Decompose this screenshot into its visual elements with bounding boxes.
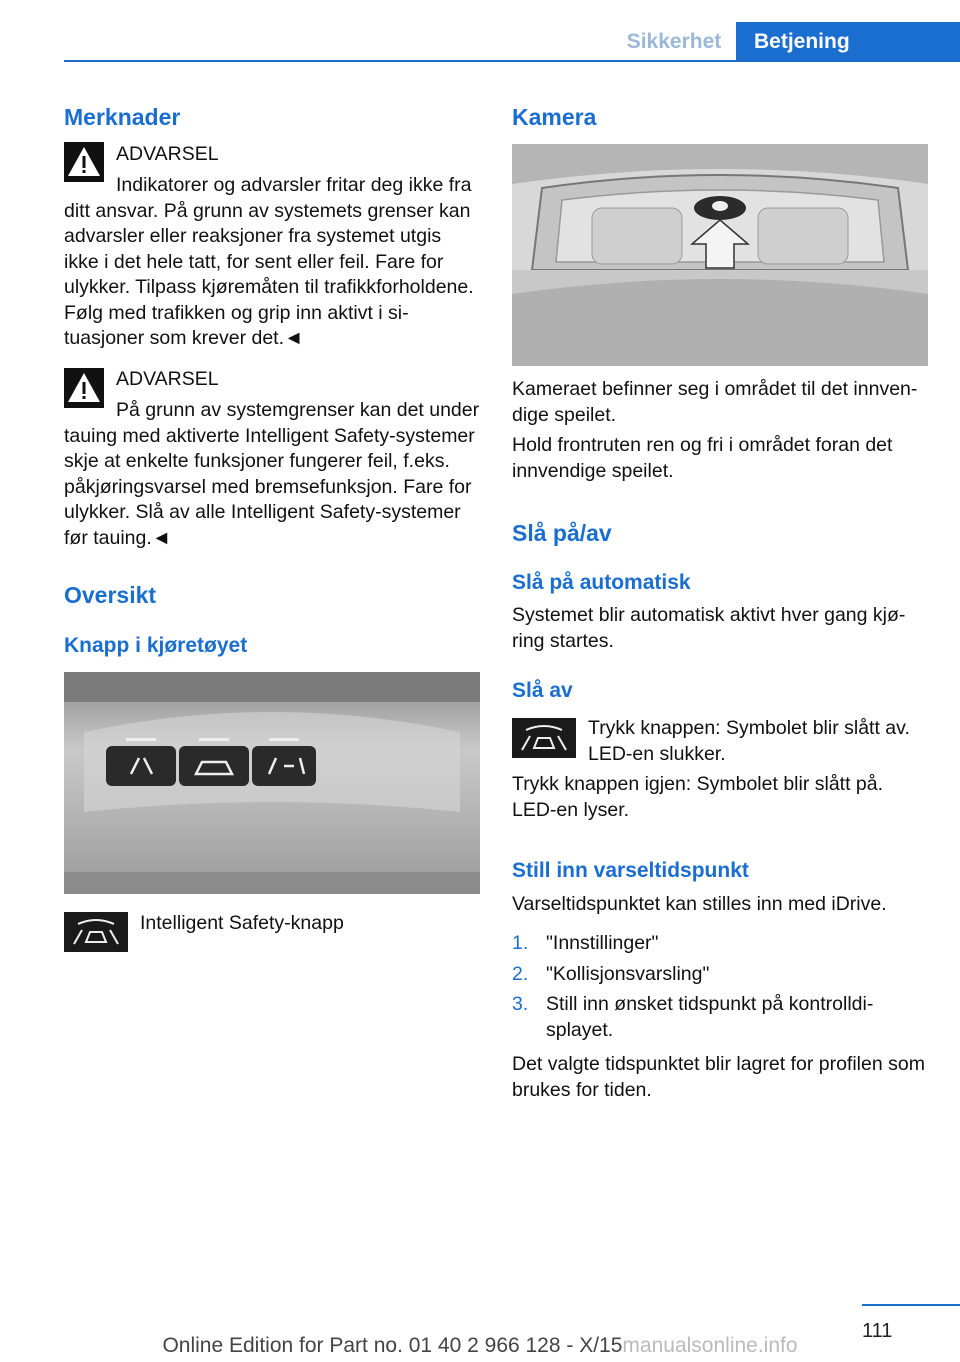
footer-text xyxy=(0,1334,960,1358)
step-number: 1. xyxy=(512,932,529,954)
intelligent-safety-icon xyxy=(512,718,576,758)
step-text: "Kollisjonsvarsling" xyxy=(546,962,710,985)
footer-edition: Online Edition for Part no. 01 40 2 966 128 - X/15 xyxy=(162,1334,623,1357)
intelligent-safety-icon xyxy=(64,912,128,952)
kamera-paragraph-1: Kameraet befinner seg i området til det innvendige speilet. xyxy=(512,378,918,426)
still-inn-heading: Still inn varseltidspunkt xyxy=(512,859,749,882)
merknader-heading: Merknader xyxy=(64,104,181,130)
tab-betjening[interactable]: Betjening xyxy=(736,22,960,62)
warning1-heading: ADVARSEL xyxy=(116,143,219,165)
step-text: Still inn ønsket tidspunkt på kontrolldisplayet. xyxy=(546,993,874,1041)
header-rule xyxy=(64,60,960,62)
list-item xyxy=(512,931,928,957)
kamera-heading: Kamera xyxy=(512,104,597,130)
sla-av-text-2: Trykk knappen igjen: Symbolet blir slått på. LED-en lyser. xyxy=(512,773,884,821)
sla-pa-automatisk-text: Systemet blir automatisk aktivt hver gang kjøring startes. xyxy=(512,604,906,652)
knapp-heading: Knapp i kjøretøyet xyxy=(64,634,248,657)
list-item xyxy=(512,962,928,988)
closing-text: Det valgte tidspunktet blir lagret for profilen som brukes for tiden. xyxy=(512,1053,925,1101)
page-number: 111 xyxy=(862,1320,893,1342)
tab-sikkerhet[interactable]: Sikkerhet xyxy=(626,30,722,53)
kamera-paragraph-2: Hold frontruten ren og fri i området foran det innvendige speilet. xyxy=(512,434,893,482)
page-number-rule xyxy=(862,1304,960,1306)
sla-pa-automatisk-heading: Slå på automatisk xyxy=(512,571,691,594)
step-number: 3. xyxy=(512,993,529,1015)
still-inn-text: Varseltidspunktet kan stilles inn med iDrive. xyxy=(512,893,887,915)
camera-location-image xyxy=(512,144,928,366)
step-number: 2. xyxy=(512,962,529,985)
footer-watermark: manualsonline.info xyxy=(622,1334,798,1357)
button-caption: Intelligent Safety-knapp xyxy=(140,912,344,934)
warning1-text: Indikatorer og advarsler fritar deg ikke fra ditt ansvar. På grunn av systemets grenser kan advarsler eller reaksjoner fra systemet utgis ikke i det hele tatt, for sent eller feil. Fare for ulykker. Tilpass kjøremåten til trafikkforholdene. Følg med trafikken og grip inn aktivt i situasjoner som krever det.◄ xyxy=(64,174,474,349)
oversikt-heading: Oversikt xyxy=(64,582,157,608)
sla-av-icon-text: Trykk knappen: Symbolet blir slått av. LED-en slukker. xyxy=(588,717,910,765)
step-text: "Innstillinger" xyxy=(546,932,659,954)
sla-av-heading: Slå av xyxy=(512,679,573,702)
steps-list xyxy=(512,931,928,1048)
sla-pa-av-heading: Slå på/av xyxy=(512,520,612,546)
button-panel-image xyxy=(64,672,480,894)
warning2-text: På grunn av systemgrenser kan det under tauing med aktiverte Intelligent Safety-systemer skje at enkelte funksjoner fungerer feil, f.eks. påkjøringsvarsel med bremsefunksjon. Fare for ulykker. Slå av alle Intelligent Safety-systemer før tauing.◄ xyxy=(64,399,480,549)
list-item xyxy=(512,992,928,1043)
warning2-heading: ADVARSEL xyxy=(116,368,219,390)
